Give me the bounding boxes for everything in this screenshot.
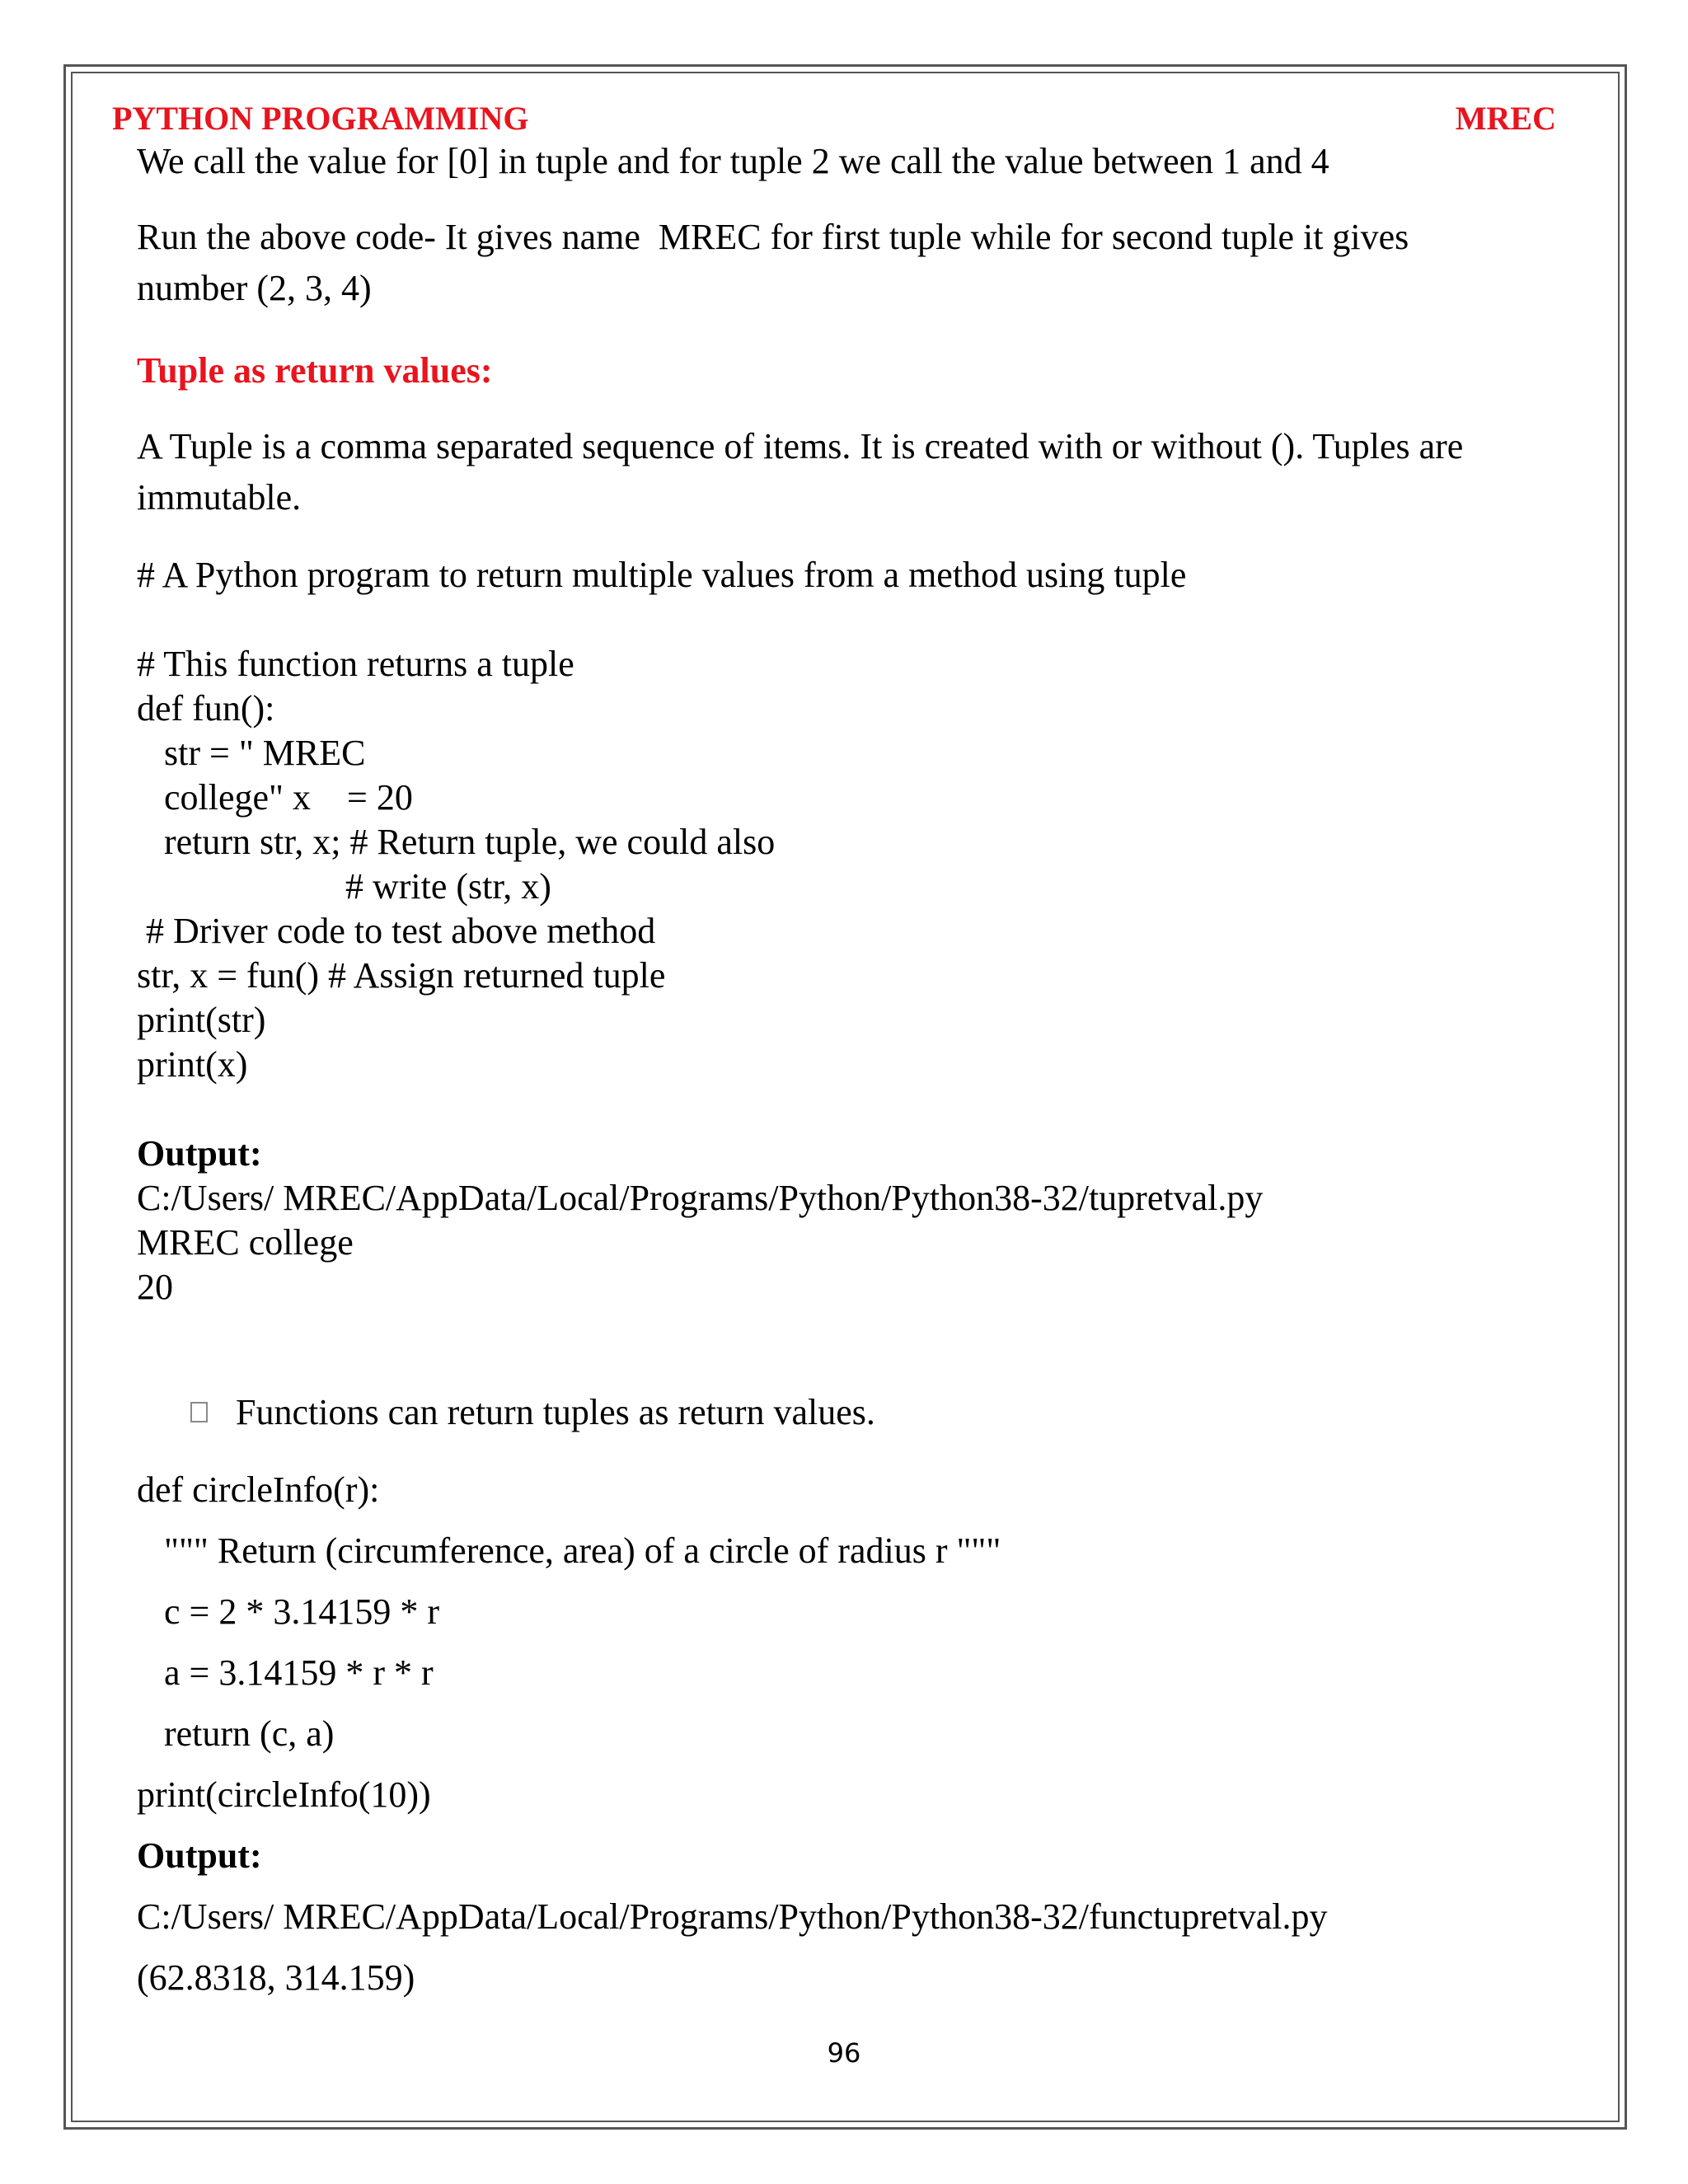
output-label: Output: xyxy=(137,1835,262,1876)
output-line: 20 xyxy=(137,1267,173,1307)
code-line: return (c, a) xyxy=(137,1713,335,1754)
paragraph-tuple-def-line-1: A Tuple is a comma separated sequence of items. It is created with or without (). Tuples are xyxy=(137,426,1464,466)
code-line: c = 2 * 3.14159 * r xyxy=(137,1591,439,1632)
header-institution: MREC xyxy=(1455,100,1556,137)
header-title: PYTHON PROGRAMMING xyxy=(112,100,529,137)
program-comment: # A Python program to return multiple values from a method using tuple xyxy=(137,555,1187,595)
paragraph-run-line-2: number (2, 3, 4) xyxy=(137,268,372,308)
section-heading: Tuple as return values: xyxy=(137,350,493,391)
page-number: 96 xyxy=(827,2037,861,2069)
code-line: # write (str, x) xyxy=(137,866,551,907)
code-line: def fun(): xyxy=(137,688,275,729)
bullet-text: Functions can return tuples as return values. xyxy=(236,1392,875,1432)
code-line: return str, x; # Return tuple, we could also xyxy=(137,822,776,862)
code-line: college" x = 20 xyxy=(137,777,413,818)
code-line: def circleInfo(r): xyxy=(137,1469,380,1510)
code-line: # Driver code to test above method xyxy=(137,911,656,951)
output-line: C:/Users/ MREC/AppData/Local/Programs/Python/Python38-32/functupretval.py xyxy=(137,1896,1328,1937)
code-line: str, x = fun() # Assign returned tuple xyxy=(137,955,666,996)
code-line: a = 3.14159 * r * r xyxy=(137,1652,434,1693)
code-line: # This function returns a tuple xyxy=(137,644,574,684)
code-line: str = " MREC xyxy=(137,733,366,773)
paragraph-tuple-index: We call the value for [0] in tuple and for tuple 2 we call the value between 1 and 4 xyxy=(137,141,1329,181)
code-line: print(x) xyxy=(137,1044,248,1085)
paragraph-tuple-def-line-2: immutable. xyxy=(137,477,302,518)
paragraph-run-line-1: Run the above code- It gives name MREC for first tuple while for second tuple it gives xyxy=(137,217,1409,257)
bullet-icon xyxy=(190,1402,208,1422)
output-line: MREC college xyxy=(137,1222,354,1263)
output-line: C:/Users/ MREC/AppData/Local/Programs/Python/Python38-32/tupretval.py xyxy=(137,1178,1264,1218)
output-label: Output: xyxy=(137,1133,262,1174)
code-line: print(circleInfo(10)) xyxy=(137,1774,431,1815)
output-line: (62.8318, 314.159) xyxy=(137,1957,415,1998)
code-line: print(str) xyxy=(137,1000,266,1040)
code-line: """ Return (circumference, area) of a circle of radius r """ xyxy=(137,1530,1001,1571)
